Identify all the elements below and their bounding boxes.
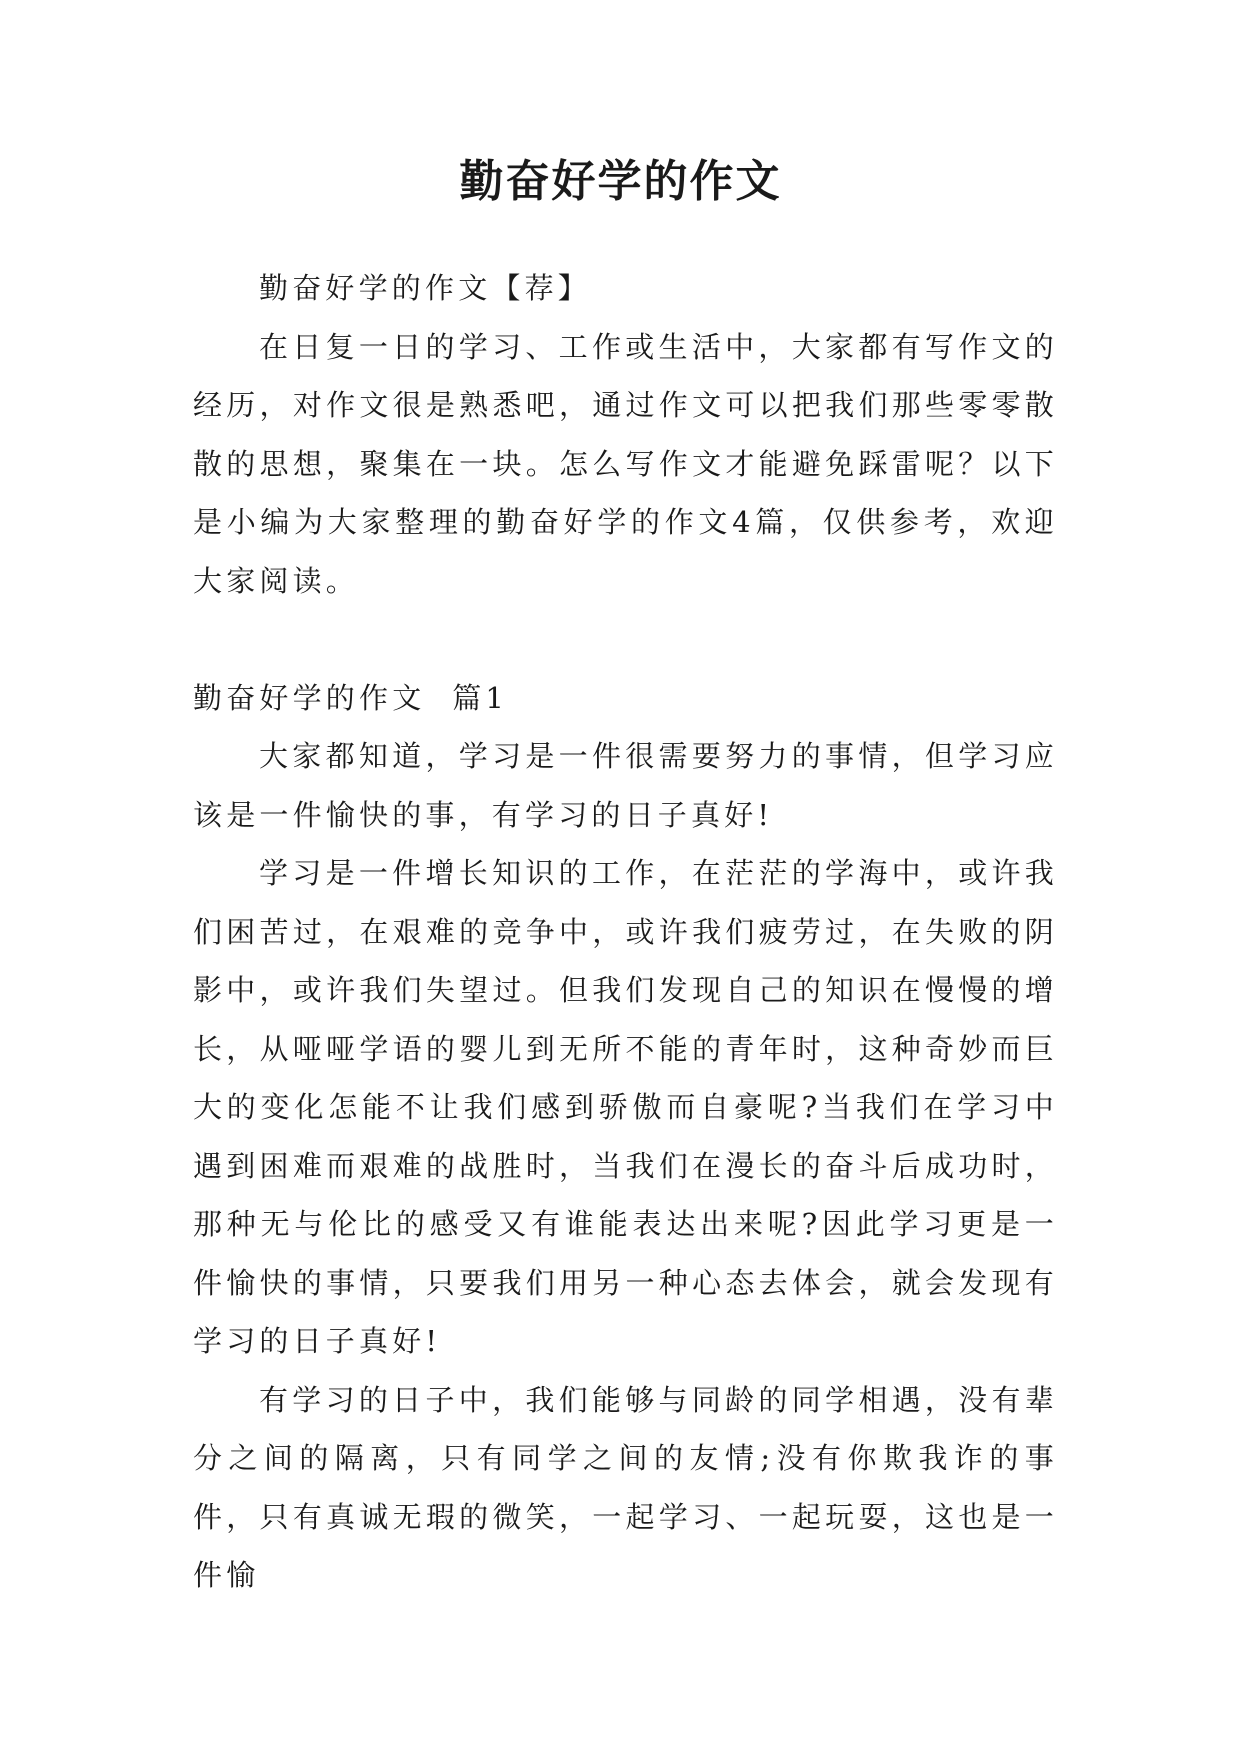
body-paragraph-2: 学习是一件增长知识的工作，在茫茫的学海中，或许我们困苦过，在艰难的竞争中，或许我们疲劳过，在失败的阴影中，或许我们失望过。但我们发现自己的知识在慢慢的增长，从哑哑学语的婴儿到无所不能的青年时，这种奇妙而巨大的变化怎能不让我们感到骄傲而自豪呢?当我们在学习中遇到困难而艰难的战胜时，当我们在漫长的奋斗后成功时，那种无与伦比的感受又有谁能表达出来呢?因此学习更是一件愉快的事情，只要我们用另一种心态去体会，就会发现有学习的日子真好! (193, 856, 1058, 1358)
section-heading: 勤奋好学的作文 篇1 (193, 680, 509, 715)
document-body (193, 259, 1058, 1605)
section-spacer (193, 610, 1058, 669)
body-paragraph-1: 大家都知道，学习是一件很需要努力的事情，但学习应该是一件愉快的事，有学习的日子真好! (193, 739, 1058, 832)
body-paragraph-3: 有学习的日子中，我们能够与同龄的同学相遇，没有辈分之间的隔离，只有同学之间的友情;没有你欺我诈的事件，只有真诚无瑕的微笑，一起学习、一起玩耍，这也是一件愉 (193, 1382, 1058, 1592)
intro-heading: 勤奋好学的作文【荐】 (259, 271, 592, 305)
document-title: 勤奋好学的作文 (459, 156, 782, 207)
intro-paragraph: 在日复一日的学习、工作或生活中，大家都有写作文的经历，对作文很是熟悉吧，通过作文可以把我们那些零零散散的思想，聚集在一块。怎么写作文才能避免踩雷呢？以下是小编为大家整理的勤奋好学的作文4篇，仅供参考，欢迎大家阅读。 (193, 329, 1058, 598)
